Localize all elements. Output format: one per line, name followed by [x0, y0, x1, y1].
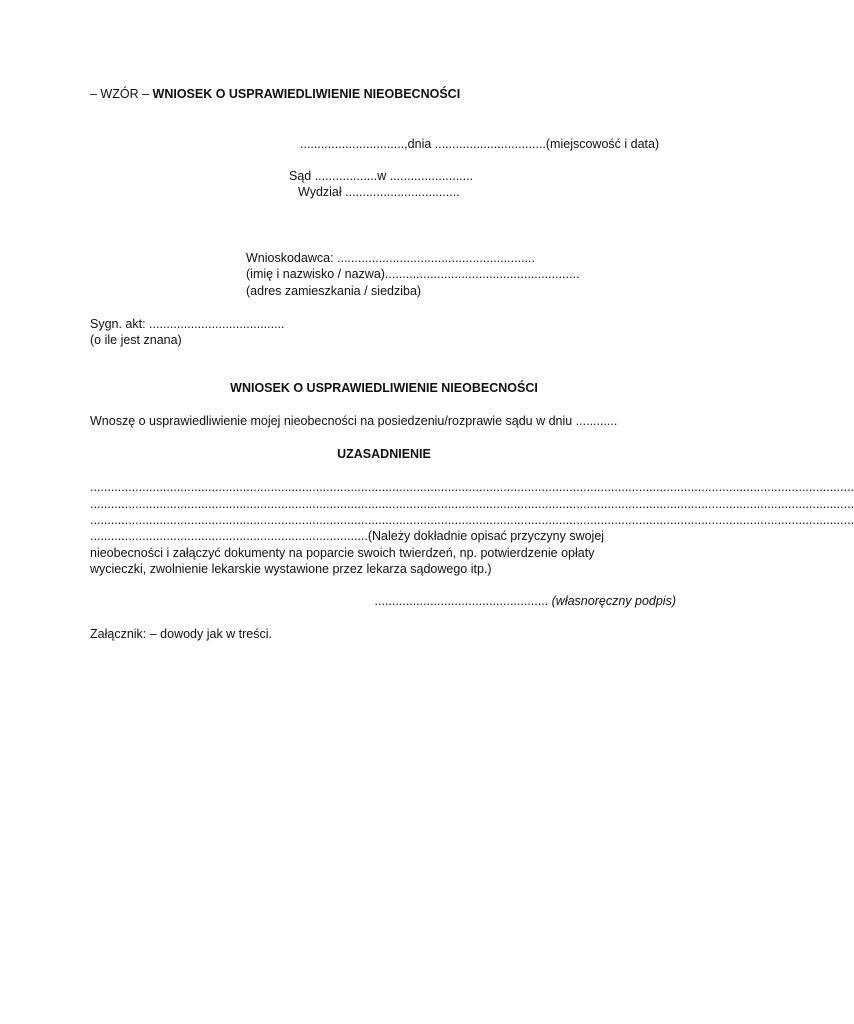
header-title: WNIOSEK O USPRAWIEDLIWIENIE NIEOBECNOŚCI	[152, 87, 461, 101]
applicant-line: Wnioskodawca: .........................................................	[246, 251, 535, 265]
applicant-name-line: (imię i nazwisko / nazwa)........................................................	[246, 267, 580, 281]
applicant-address-line: (adres zamieszkania / siedziba)	[246, 284, 422, 298]
court-division-line: Wydział .................................	[298, 185, 460, 199]
attachment-line: Załącznik: – dowody jak w treści.	[90, 627, 273, 641]
case-number-line: Sygn. akt: .......................................	[90, 317, 285, 331]
justification-last-line	[90, 528, 604, 544]
signature-dots: ..................................................	[374, 594, 549, 608]
header-prefix: – WZÓR –	[90, 87, 153, 101]
justification-last-dots: ................................................................................	[90, 529, 368, 543]
justification-note-1: (Należy dokładnie opisać przyczyny swojej	[367, 529, 605, 543]
place-date-line: ..............................,dnia ................................(miejscowość i data)	[300, 137, 660, 151]
body-heading: WNIOSEK O USPRAWIEDLIWIENIE NIEOBECNOŚCI	[230, 381, 538, 395]
justification-note-2: nieobecności i załączyć dokumenty na poparcie swoich twierdzeń, np. potwierdzenie opłaty	[90, 546, 595, 560]
signature-line	[375, 593, 677, 609]
justification-dotted-line-3: ............................................................................................................................................................................................................................	[90, 513, 854, 527]
signature-label: (własnoręczny podpis)	[551, 594, 676, 608]
justification-dotted-line-2: ............................................................................................................................................................................................................................	[90, 497, 854, 511]
court-line: Sąd ..................w ........................	[289, 169, 474, 183]
case-number-note: (o ile jest znana)	[90, 333, 182, 347]
justification-note-3: wycieczki, zwolnienie lekarskie wystawione przez lekarza sądowego itp.)	[90, 562, 492, 576]
document-header	[90, 86, 460, 102]
justification-heading: UZASADNIENIE	[337, 447, 431, 461]
request-text: Wnoszę o usprawiedliwienie mojej nieobecności na posiedzeniu/rozprawie sądu w dniu ............	[90, 414, 618, 428]
justification-dotted-line-1: ............................................................................................................................................................................................................................	[90, 480, 854, 494]
